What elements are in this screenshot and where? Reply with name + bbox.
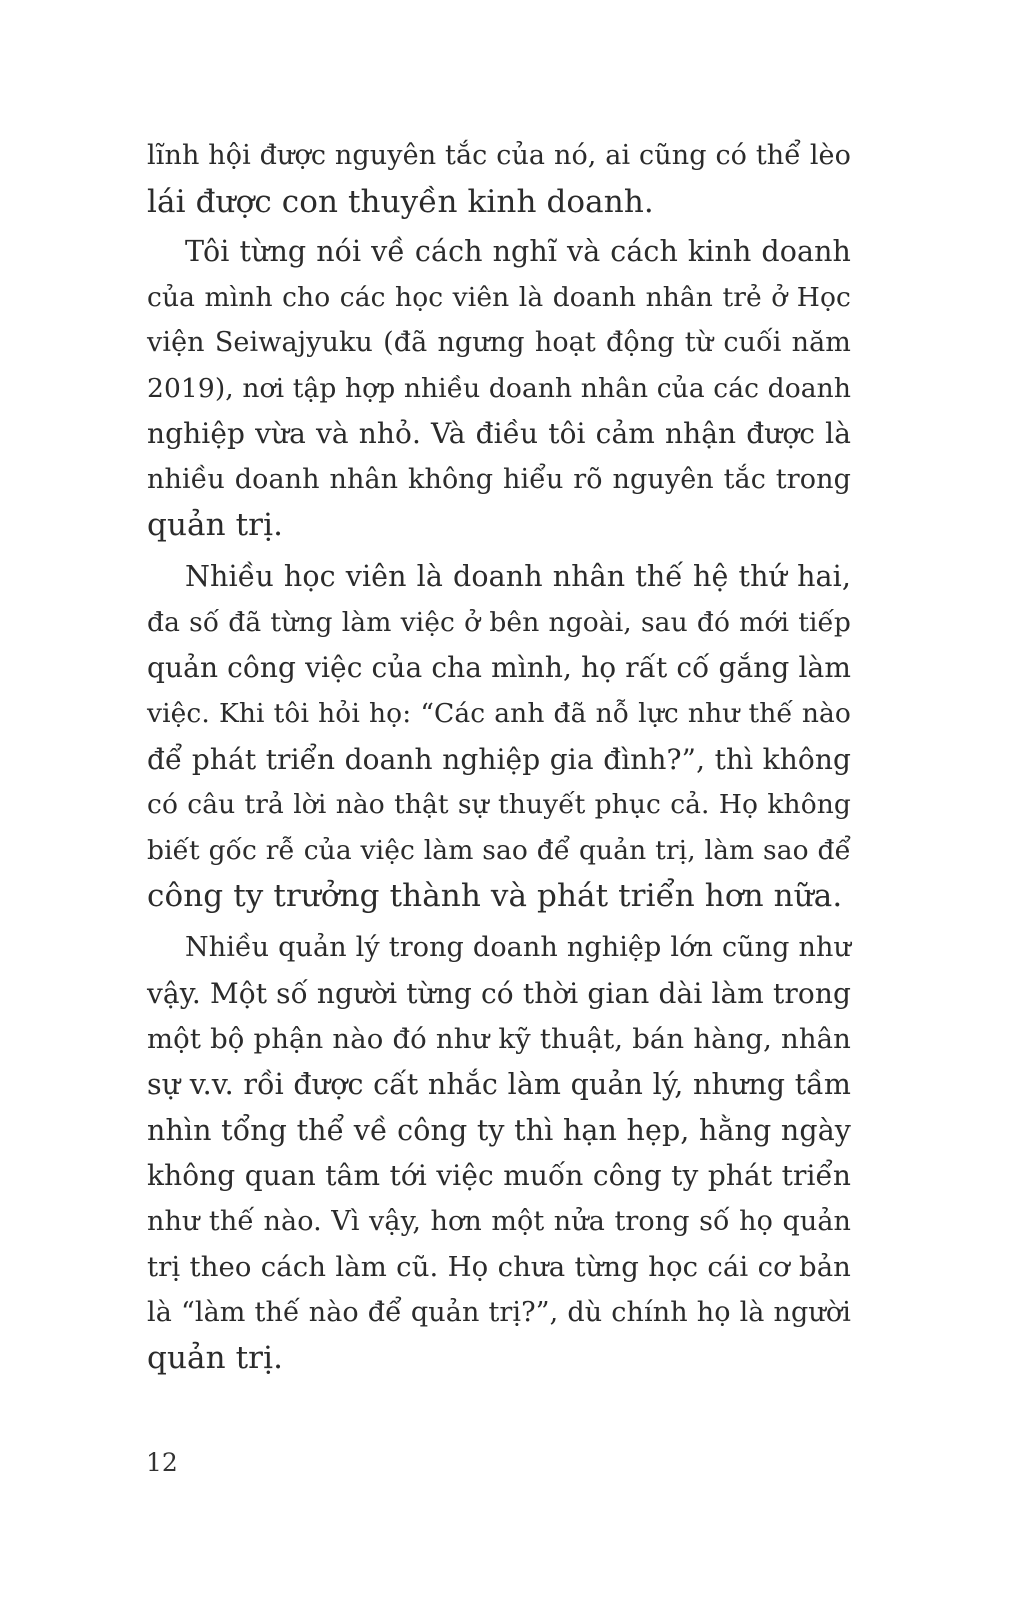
text-line: 2019), nơi tập hợp nhiều doanh nhân của các doanh: [147, 373, 851, 404]
text-line: không quan tâm tới việc muốn công ty phát triển: [147, 1159, 851, 1192]
text-line: Tôi từng nói về cách nghĩ và cách kinh doanh: [185, 235, 851, 268]
text-line: việc. Khi tôi hỏi họ: “Các anh đã nỗ lực như thế nào: [147, 698, 851, 729]
text-line: công ty trưởng thành và phát triển hơn nữa.: [147, 878, 843, 914]
text-line: quản trị.: [147, 507, 284, 543]
text-line: sự v.v. rồi được cất nhắc làm quản lý, nhưng tầm: [147, 1068, 851, 1101]
page-number: 12: [146, 1448, 178, 1477]
text-line: lĩnh hội được nguyên tắc của nó, ai cũng có thể lèo: [147, 140, 851, 171]
text-line: của mình cho các học viên là doanh nhân trẻ ở Học: [147, 282, 851, 313]
text-line: quản trị.: [147, 1340, 284, 1376]
text-line: nhìn tổng thể về công ty thì hạn hẹp, hằng ngày: [147, 1114, 851, 1147]
text-line: vậy. Một số người từng có thời gian dài làm trong: [147, 977, 851, 1010]
text-line: có câu trả lời nào thật sự thuyết phục cả. Họ không: [147, 789, 851, 820]
text-line: một bộ phận nào đó như kỹ thuật, bán hàng, nhân: [147, 1023, 851, 1055]
text-line: viện Seiwajyuku (đã ngưng hoạt động từ cuối năm: [147, 327, 851, 358]
text-line: lái được con thuyền kinh doanh.: [147, 184, 654, 220]
text-line: biết gốc rễ của việc làm sao để quản trị, làm sao để: [147, 835, 851, 866]
text-line: để phát triển doanh nghiệp gia đình?”, thì không: [147, 743, 851, 776]
text-line: như thế nào. Vì vậy, hơn một nửa trong số họ quản: [147, 1206, 851, 1237]
text-line: đa số đã từng làm việc ở bên ngoài, sau đó mới tiếp: [147, 607, 851, 638]
text-line: nhiều doanh nhân không hiểu rõ nguyên tắc trong: [147, 464, 851, 495]
text-line: Nhiều học viên là doanh nhân thế hệ thứ hai,: [185, 560, 851, 593]
text-line: quản công việc của cha mình, họ rất cố gắng làm: [147, 651, 851, 684]
text-line: Nhiều quản lý trong doanh nghiệp lớn cũng như: [185, 932, 851, 963]
text-line: nghiệp vừa và nhỏ. Và điều tôi cảm nhận được là: [147, 417, 851, 450]
text-line: là “làm thế nào để quản trị?”, dù chính họ là người: [147, 1297, 851, 1328]
text-line: trị theo cách làm cũ. Họ chưa từng học cái cơ bản: [147, 1251, 851, 1283]
